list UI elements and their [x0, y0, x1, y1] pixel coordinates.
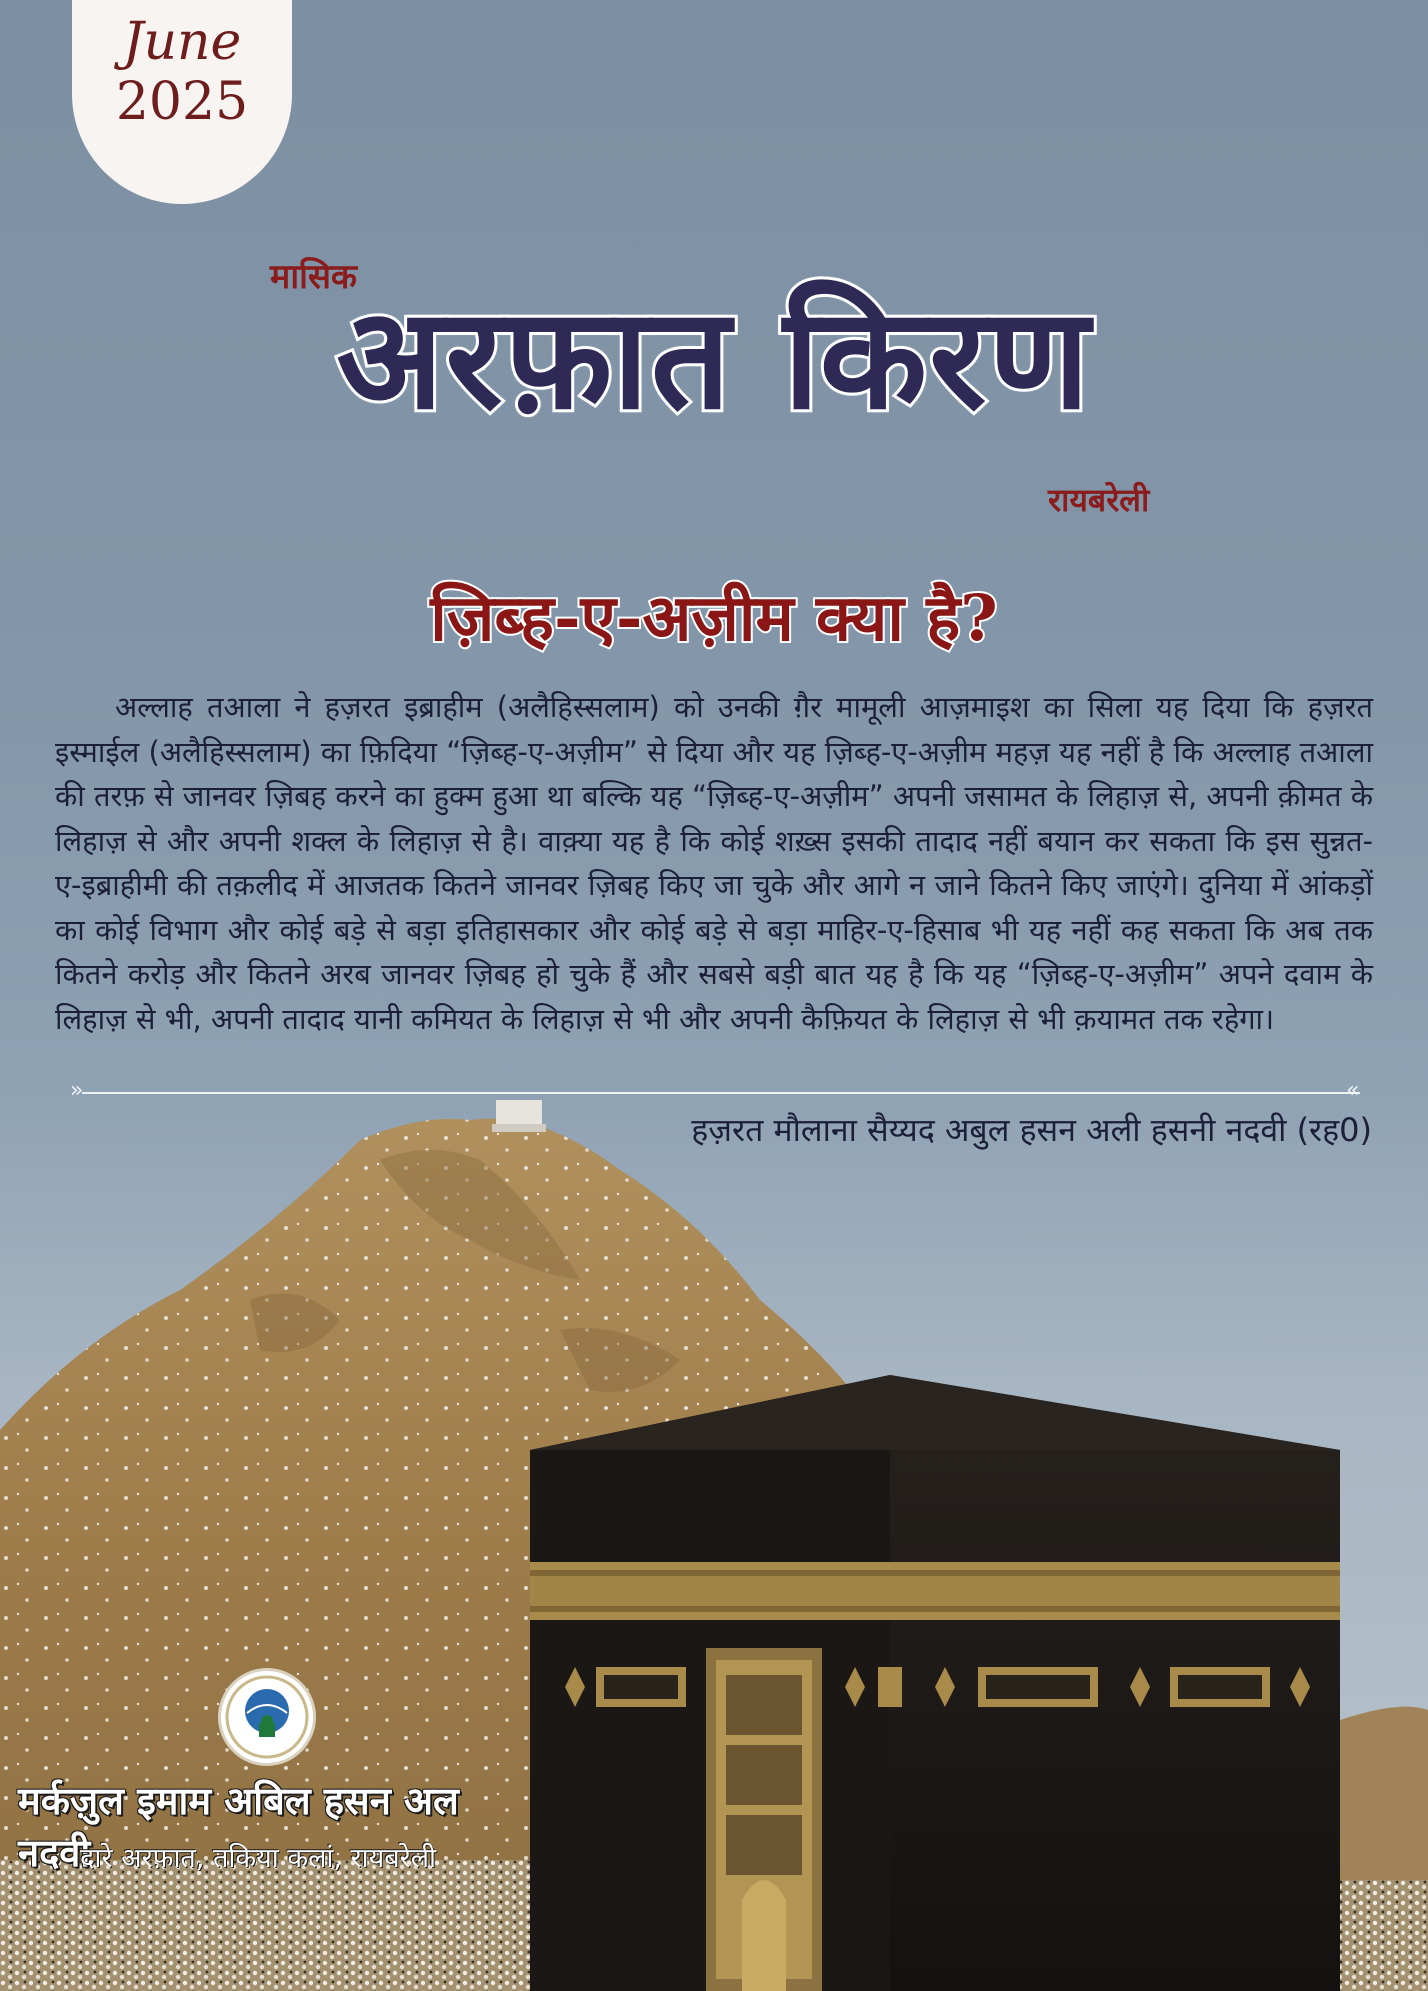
issue-month: June — [122, 12, 242, 72]
article-title: ज़िब्ह-ए-अज़ीम क्या है? — [430, 581, 998, 656]
issue-year: 2025 — [115, 72, 249, 132]
divider-right-arrow-icon: « — [1346, 1078, 1360, 1103]
publisher-logo — [218, 1668, 316, 1766]
magazine-title: अरफ़ात किरण — [336, 278, 1092, 441]
periodicity-label: मासिक — [270, 257, 358, 297]
publisher-address: दारे अरफ़ात, तकिया कलां, रायबरेली — [80, 1843, 437, 1874]
city-label: रायबरेली — [1048, 481, 1150, 519]
divider-left-arrow-icon: » — [70, 1078, 84, 1103]
date-badge — [72, 0, 292, 204]
divider — [82, 1092, 1360, 1094]
attribution: हज़रत मौलाना सैय्यद अबुल हसन अली हसनी नदवी (रह0) — [691, 1111, 1372, 1149]
article-body: अल्लाह तआला ने हज़रत इब्राहीम (अलैहिस्सलाम) को उनकी ग़ैर मामूली आज़माइश का सिला यह दिया कि हज़रत इस्माईल (अलैहिस्सलाम) का फ़िदिया “ज़िब्ह-ए-अज़ीम” से दिया और यह ज़िब्ह-ए-अज़ीम महज़ यह नहीं है कि अल्लाह तआला की तरफ़ से जानवर ज़िबह करने का हुक्म हुआ था बल्कि यह “ज़िब्ह-ए-अज़ीम” अपनी जसामत के लिहाज़ से, अपनी क़ीमत के लिहाज़ से और अपनी शक्ल के लिहाज़ से है। वाक़्या यह है कि कोई शख़्स इसकी तादाद नहीं बयान कर सकता कि इस सुन्नत-ए-इब्राहीमी की तक़लीद में आजतक कितने जानवर ज़िबह किए जा चुके और आगे न जाने कितने किए जाएंगे। दुनिया में आंकड़ों का कोई विभाग और कोई बड़े से बड़ा इतिहासकार और कोई बड़े से बड़ा माहिर-ए-हिसाब भी यह नहीं कह सकता कि अब तक कितने करोड़ और कितने अरब जानवर ज़िबह हो चुके हैं और सबसे बड़ी बात यह है कि यह “ज़िब्ह-ए-अज़ीम” अपने दवाम के लिहाज़ से भी, अपनी तादाद यानी कमियत के लिहाज़ से भी और अपनी कैफ़ियत के लिहाज़ से भी क़यामत तक रहेगा। — [55, 690, 1373, 1036]
publisher-name: मर्कज़ुल इमाम अबिल हसन अल नदवी — [18, 1779, 459, 1875]
